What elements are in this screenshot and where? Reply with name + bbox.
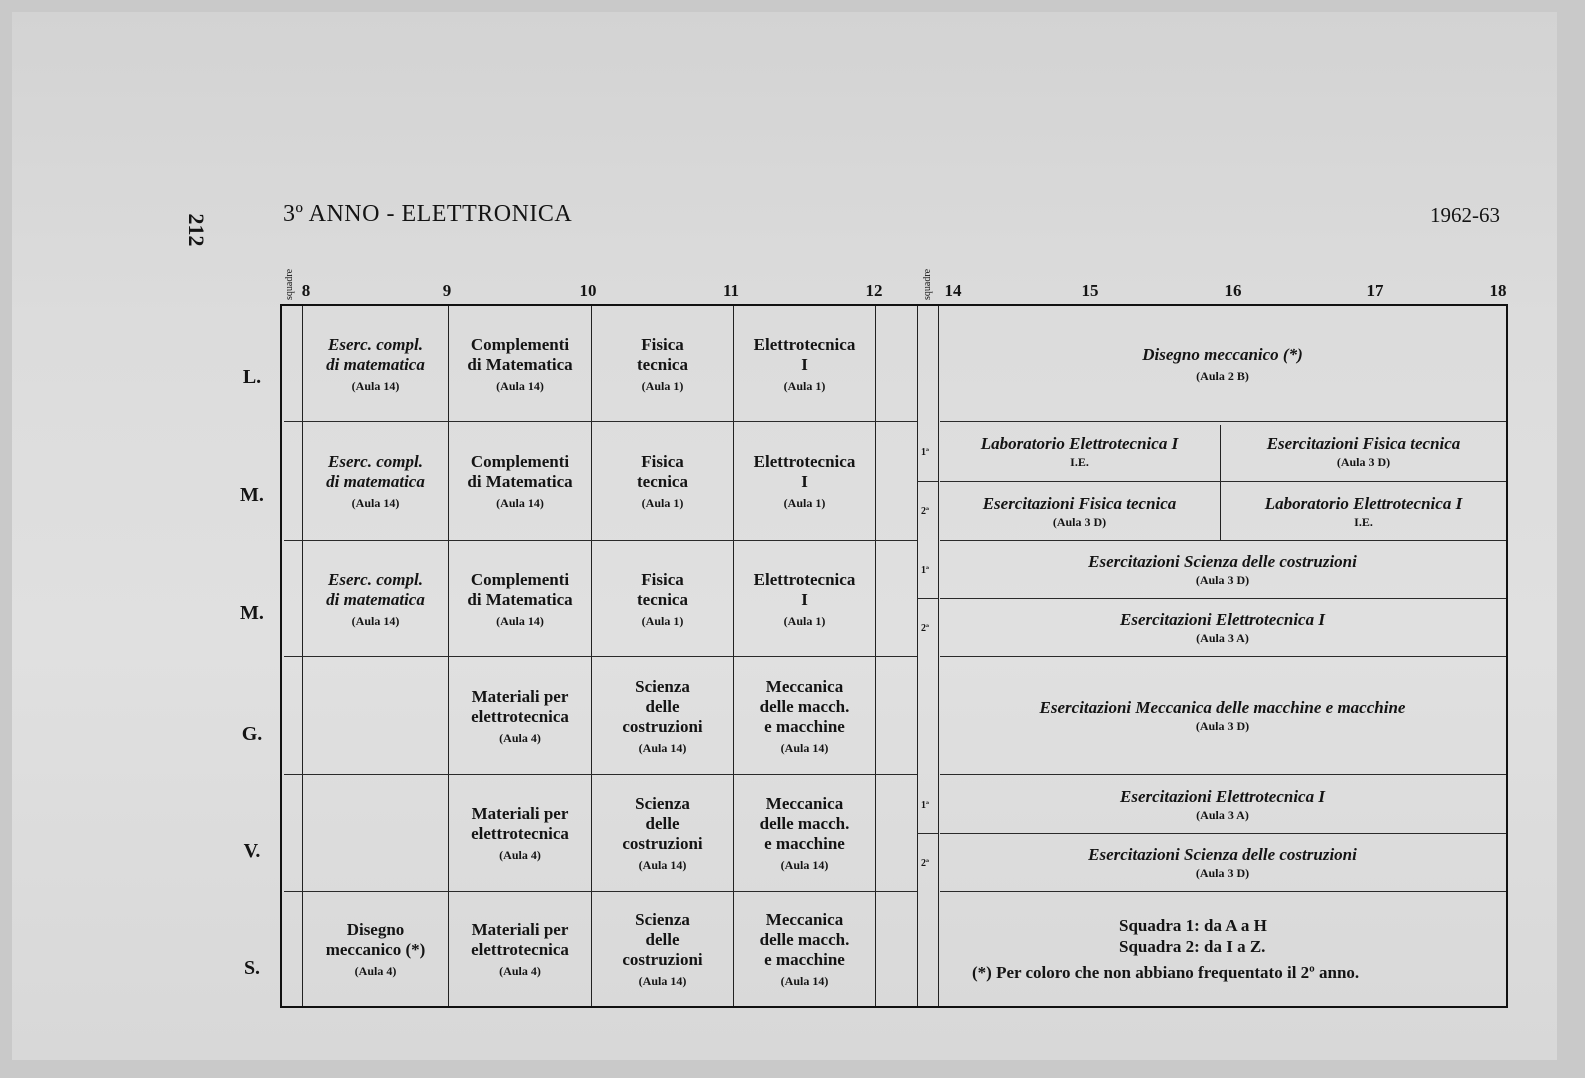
day-venerdi: V. [243,840,261,862]
lesson-cell: Eserc. compl. di matematica (Aula 14) [326,334,425,393]
hour-10: 10 [579,281,597,300]
academic-year: 1962-63 [1430,203,1500,227]
page-title: 3º ANNO - ELETTRONICA [283,201,573,227]
hour-11: 11 [722,281,740,300]
lesson-cell: Esercitazioni Meccanica delle macchine e macchine (Aula 3 D) [1039,698,1406,733]
lesson-cell: Elettrotecnica I (Aula 1) [753,334,856,393]
lesson-cell: Scienza delle costruzioni (Aula 14) [622,794,703,872]
page-number: 212 [184,213,209,247]
day-sabato: S. [243,957,261,979]
hour-14: 14 [944,281,962,300]
lesson-cell: Esercitazioni Elettrotecnica I (Aula 3 A) [1120,786,1325,822]
squadra-order-2: 2ª [921,506,929,517]
lesson-cell: Scienza delle costruzioni (Aula 14) [622,676,703,755]
lesson-cell: Elettrotecnica I (Aula 1) [753,569,856,628]
hour-15: 15 [1081,281,1099,300]
lesson-cell: Esercitazioni Scienza delle costruzioni (Aula 3 D) [1088,845,1357,880]
lesson-cell: Meccanica delle macch. e macchine (Aula 14) [759,910,850,988]
divider [917,306,918,1006]
day-mercoledi: M. [240,602,264,624]
lesson-cell: Materiali per elettrotecnica (Aula 4) [471,686,569,745]
lesson-cell: Elettrotecnica I (Aula 1) [753,452,856,510]
day-lunedi: L. [242,366,262,388]
squadra-note-1: Squadra 1: da A a H [1119,916,1267,935]
row-line [917,481,938,482]
squadra-order-1: 1ª [921,800,929,811]
hour-18: 18 [1489,281,1507,300]
lesson-cell: Meccanica delle macch. e macchine (Aula 14) [759,676,850,755]
lesson-cell: Laboratorio Elettrotecnica I I.E. [1264,493,1463,529]
squadre-label-morning: squadre [284,268,295,300]
lesson-cell: Fisica tecnica (Aula 1) [637,452,688,510]
lesson-cell: Complementi di Matematica (Aula 14) [467,569,573,628]
day-martedi: M. [240,484,264,506]
row-line [917,833,938,834]
hour-12: 12 [865,281,883,300]
squadra-order-1: 1ª [921,565,929,576]
hour-9: 9 [442,281,452,300]
day-giovedi: G. [241,723,263,745]
lesson-cell: Laboratorio Elettrotecnica I I.E. [980,434,1179,469]
hour-17: 17 [1366,281,1384,300]
lesson-cell: Materiali per elettrotecnica (Aula 4) [471,804,569,862]
lesson-cell: Esercitazioni Elettrotecnica I (Aula 3 A) [1120,610,1325,645]
lesson-cell: Fisica tecnica (Aula 1) [637,569,688,628]
lesson-cell: Esercitazioni Fisica tecnica (Aula 3 D) [1266,434,1461,469]
lesson-cell: Esercitazioni Fisica tecnica (Aula 3 D) [982,493,1177,529]
lesson-cell: Fisica tecnica (Aula 1) [637,334,688,393]
lesson-cell: Disegno meccanico (*) (Aula 2 B) [1142,344,1303,383]
hour-8: 8 [301,281,311,300]
squadra-note-2: Squadra 2: da I a Z. [1119,937,1266,956]
squadra-order-1: 1ª [921,447,929,458]
lesson-cell: Eserc. compl. di matematica (Aula 14) [326,452,425,510]
lesson-cell: Eserc. compl. di matematica (Aula 14) [326,569,425,628]
squadra-order-2: 2ª [921,858,929,869]
squadra-order-2: 2ª [921,623,929,634]
lesson-cell: Disegno meccanico (*) (Aula 4) [325,920,426,978]
row-line [917,598,938,599]
lesson-cell: Complementi di Matematica (Aula 14) [467,452,573,510]
squadre-label-afternoon: squadre [922,268,933,300]
footnote: (*) Per coloro che non abbiano frequentato il 2º anno. [972,963,1360,982]
lesson-cell: Materiali per elettrotecnica (Aula 4) [471,920,569,978]
row-line [940,891,1506,892]
hour-16: 16 [1224,281,1242,300]
lesson-cell: Complementi di Matematica (Aula 14) [467,334,573,393]
lesson-cell: Meccanica delle macch. e macchine (Aula 14) [759,794,850,872]
lesson-cell: Scienza delle costruzioni (Aula 14) [622,910,703,988]
lesson-cell: Esercitazioni Scienza delle costruzioni (Aula 3 D) [1088,552,1357,587]
